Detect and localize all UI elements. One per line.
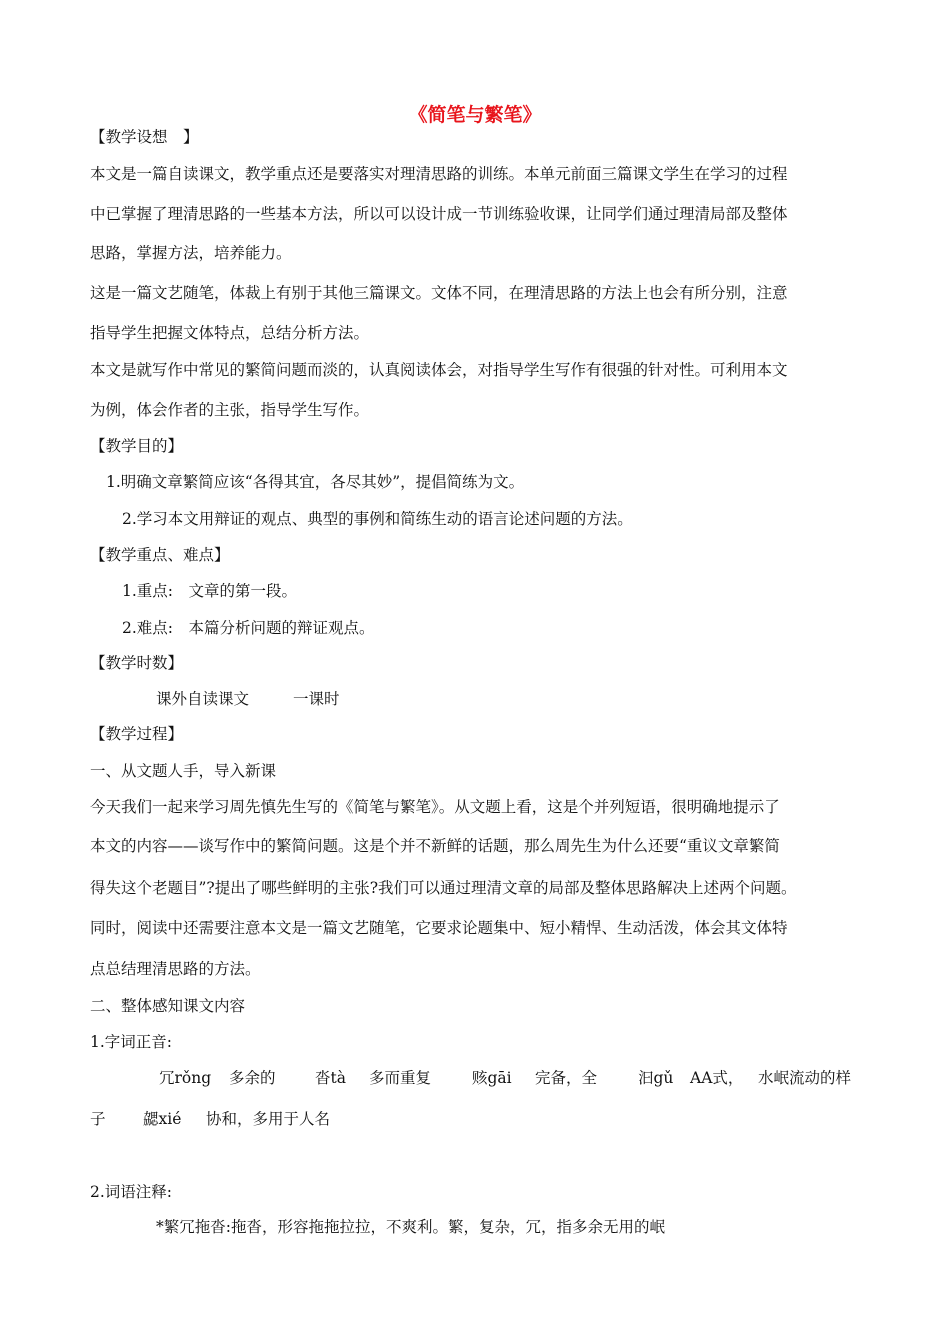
heading-class-hours: 【教学时数】 [90, 654, 184, 672]
goal-item: 1.明确文章繁简应该“各得其宜，各尽其妙”，提倡简练为文。 [106, 473, 525, 491]
heading-teaching-goals: 【教学目的】 [90, 437, 184, 455]
paragraph-line: 今天我们一起来学习周先慎先生写的《简笔与繁笔》。从文题上看，这是个并列短语，很明确地提示了 [90, 798, 780, 816]
word-meaning: 完备，全 [535, 1069, 598, 1087]
heading-key-points: 【教学重点、难点】 [90, 546, 230, 564]
paragraph-line: 指导学生把握文体特点，总结分析方法。 [90, 324, 370, 342]
step-heading: 一、从文题人手，导入新课 [90, 762, 277, 780]
class-hours-count: 一课时 [293, 690, 340, 708]
pinyin-word: 勰xié [143, 1110, 182, 1128]
paragraph-line: 得失这个老题目”?提出了哪些鲜明的主张?我们可以通过理清文章的局部及整体思路解决上述两个问题。 [90, 879, 797, 897]
paragraph-line: 本文是一篇自读课文，教学重点还是要落实对理清思路的训练。本单元前面三篇课文学生在学习的过程 [90, 165, 788, 183]
paragraph-line: 同时，阅读中还需要注意本文是一篇文艺随笔，它要求论题集中、短小精悍、生动活泼，体会其文体特 [90, 919, 788, 937]
paragraph-line: 中已掌握了理清思路的一些基本方法，所以可以设计成一节训练验收课，让同学们通过理清局部及整体 [90, 205, 788, 223]
heading-teaching-process: 【教学过程】 [90, 725, 184, 743]
word-meaning: 水岷流动的样 [758, 1069, 852, 1087]
pinyin-word: 沓tà [315, 1069, 346, 1087]
paragraph-line: 这是一篇文艺随笔，体裁上有别于其他三篇课文。文体不同，在理清思路的方法上也会有所分别，注意 [90, 284, 788, 302]
word-meaning: 协和，多用于人名 [206, 1110, 331, 1128]
word-meaning: AA式， [690, 1069, 744, 1087]
heading-teaching-design: 【教学设想 】 [90, 128, 199, 146]
paragraph-line: 本文是就写作中常见的繁简问题而淡的，认真阅读体会，对指导学生写作有很强的针对性。可利用本文 [90, 361, 788, 379]
word-meaning: 多余的 [229, 1069, 276, 1087]
key-point-item: 2.难点: 本篇分析问题的辩证观点。 [122, 619, 375, 637]
pinyin-word: 汩gǔ [638, 1069, 674, 1087]
word-meaning: 多而重复 [369, 1069, 432, 1087]
paragraph-line: 思路，掌握方法，培养能力。 [90, 244, 292, 262]
sub-heading: 1.字词正音: [90, 1033, 173, 1051]
class-hours-type: 课外自读课文 [156, 690, 250, 708]
pinyin-word: 赅gāi [472, 1069, 512, 1087]
paragraph-line: 本文的内容——谈写作中的繁简问题。这是个并不新鲜的话题，那么周先生为什么还要“重议文章繁简 [90, 837, 780, 855]
paragraph-line: 为例，体会作者的主张，指导学生写作。 [90, 401, 370, 419]
sub-heading: 2.词语注释: [90, 1183, 173, 1201]
doc-title: 《简笔与繁笔》 [408, 104, 542, 126]
step-heading: 二、整体感知课文内容 [90, 997, 246, 1015]
pinyin-word: 冗rǒng [159, 1069, 212, 1087]
annotation-line: *繁冗拖沓:拖沓，形容拖拖拉拉，不爽利。繁，复杂，冗，指多余无用的岷 [156, 1218, 665, 1236]
key-point-item: 1.重点: 文章的第一段。 [122, 582, 298, 600]
paragraph-line: 点总结理清思路的方法。 [90, 960, 261, 978]
goal-item: 2.学习本文用辩证的观点、典型的事例和简练生动的语言论述问题的方法。 [122, 510, 633, 528]
word-meaning: 子 [90, 1110, 106, 1128]
